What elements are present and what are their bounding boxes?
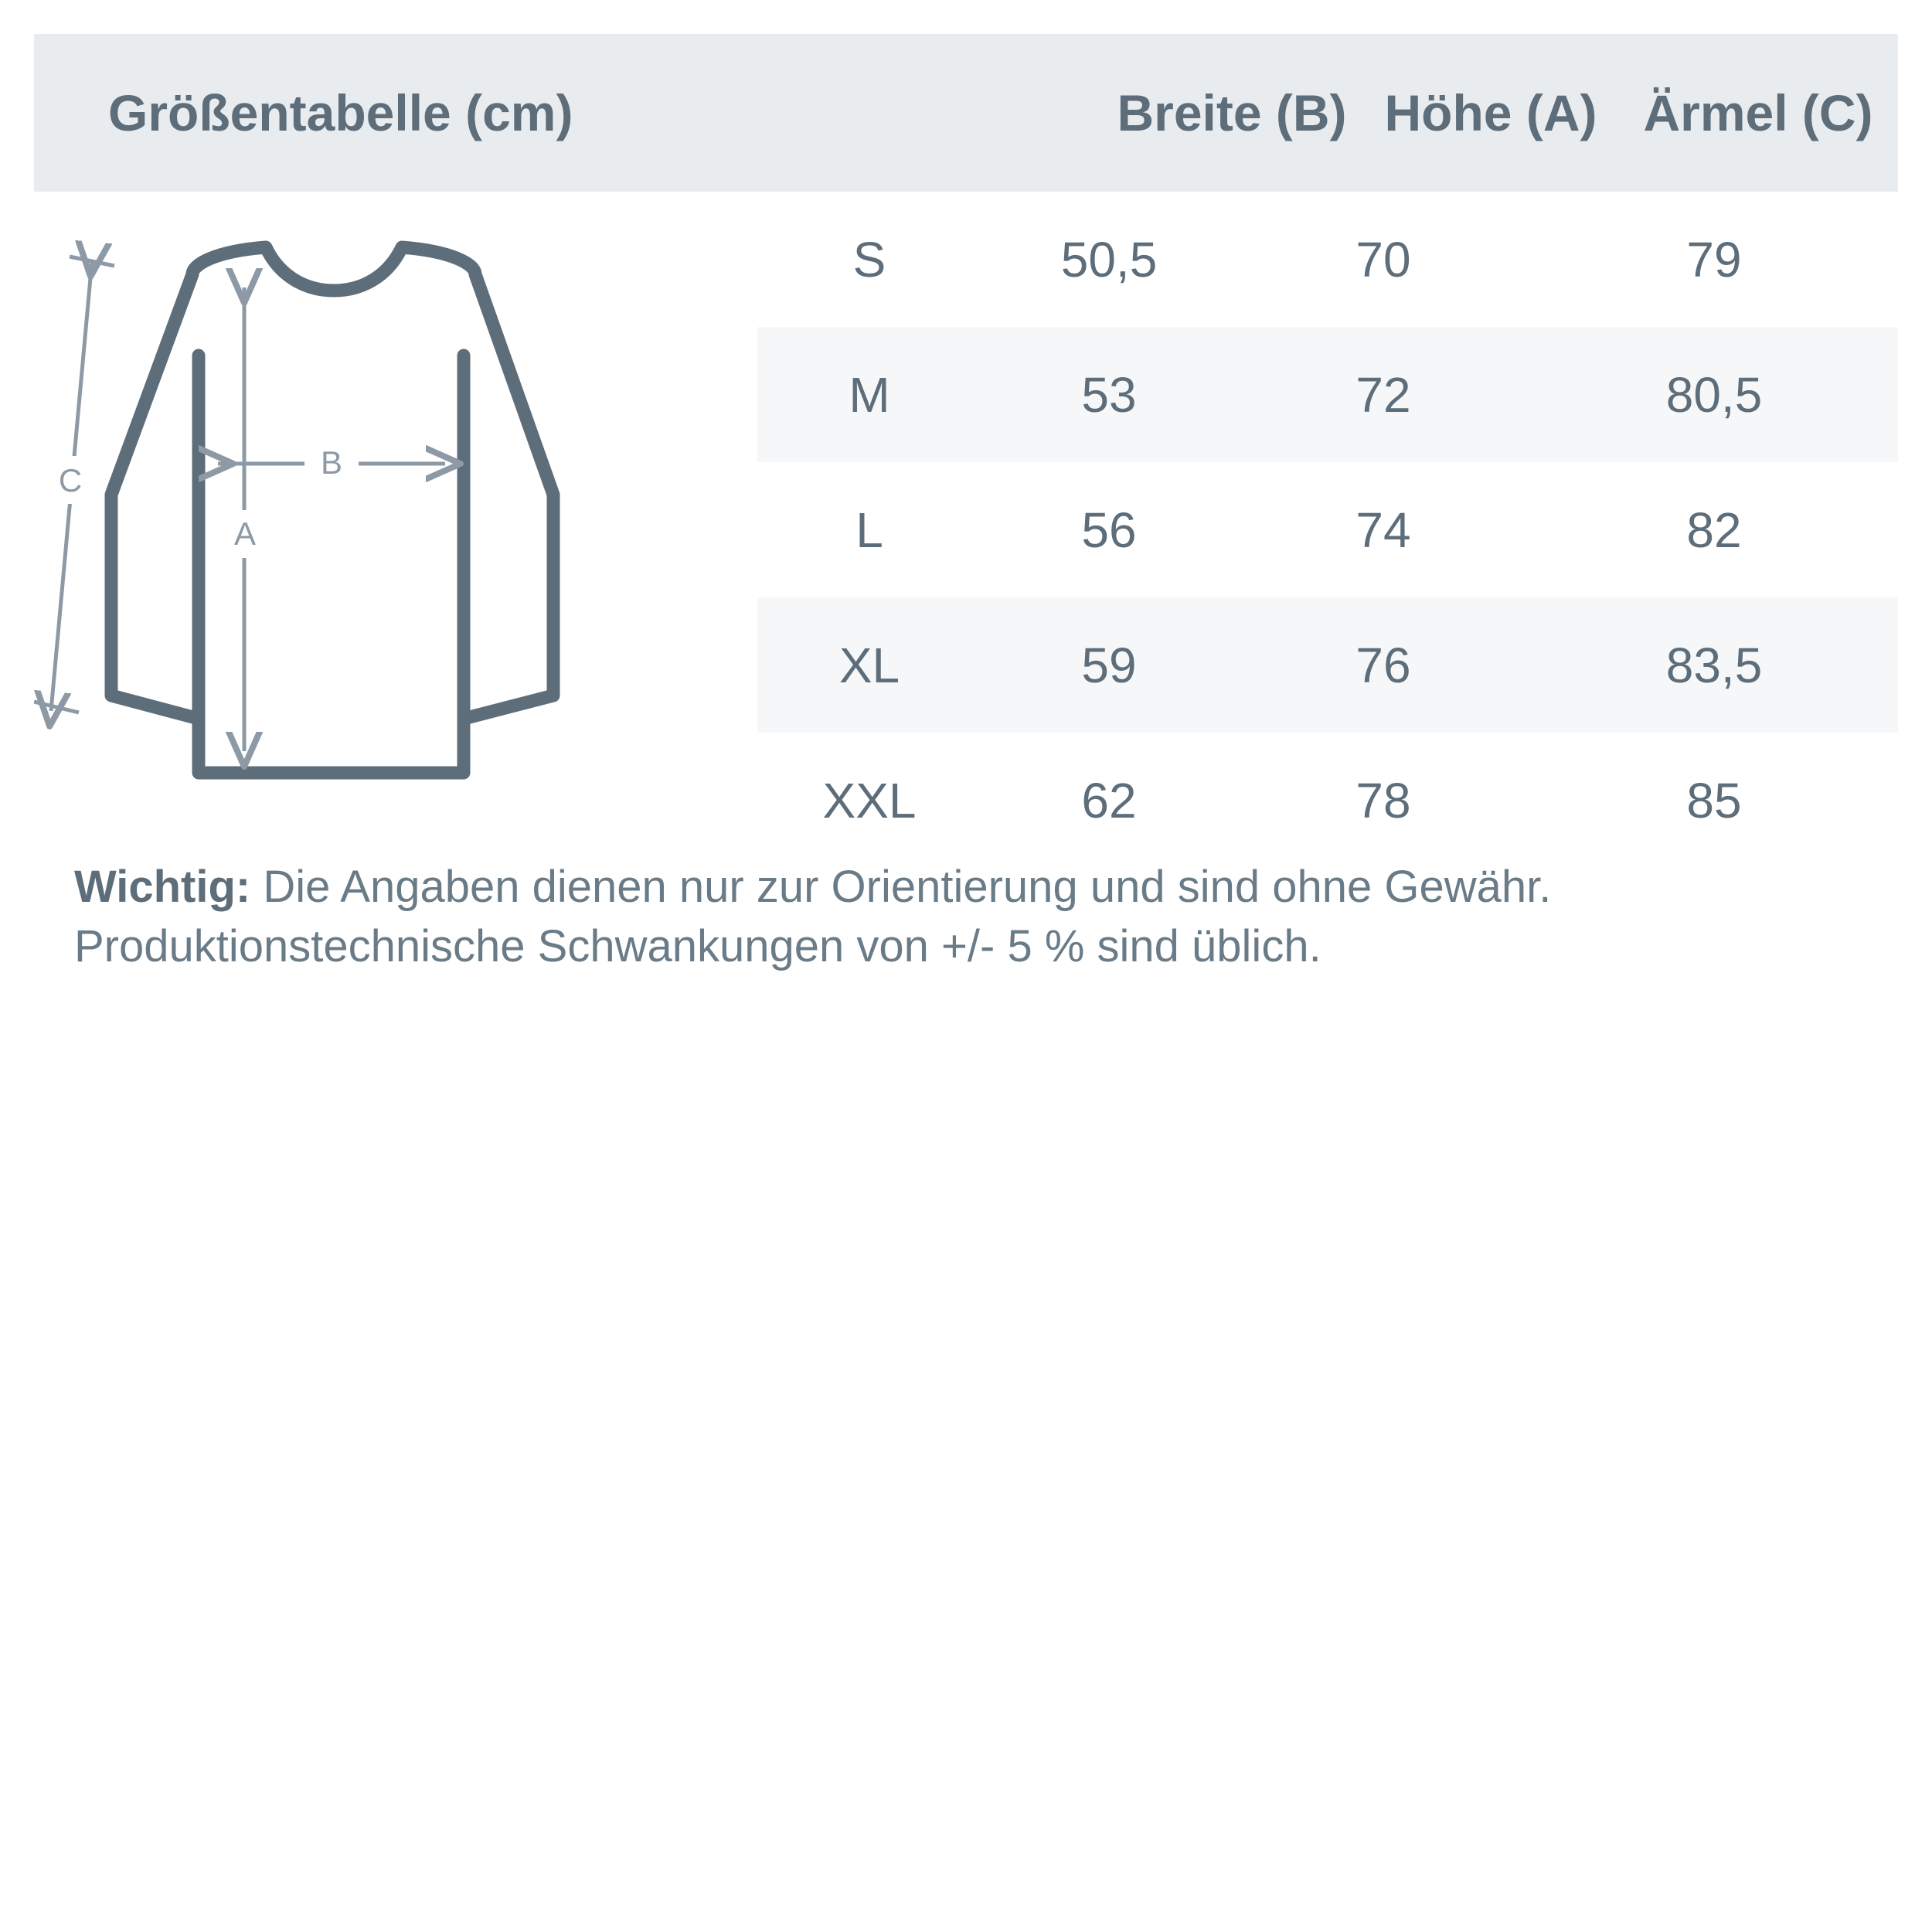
label-height: A [233, 515, 257, 552]
table-row [757, 462, 1898, 597]
garment-outline [111, 247, 553, 773]
cell-hoehe: 76 [1355, 637, 1411, 693]
cell-hoehe: 74 [1355, 502, 1411, 558]
disclaimer-note [74, 858, 1875, 976]
cell-breite: 56 [1081, 502, 1137, 558]
disclaimer-text: Die Angaben dienen nur zur Orientierung und sind ohne Gewähr. Produktionstechnische Schwankungen von +/- 5 % sind üblich. [74, 862, 1552, 971]
cell-breite: 50,5 [1060, 231, 1158, 287]
cell-hoehe: 70 [1355, 231, 1411, 287]
label-width: B [320, 444, 343, 481]
cell-size: L [855, 502, 883, 558]
size-table-body [757, 192, 1898, 868]
column-header-breite: Breite (B) [1117, 84, 1347, 141]
cell-size: XL [838, 637, 900, 693]
cell-aermel: 82 [1686, 502, 1742, 558]
cell-hoehe: 72 [1355, 366, 1411, 423]
cell-breite: 59 [1081, 637, 1137, 693]
table-row [757, 597, 1898, 733]
table-row [757, 327, 1898, 462]
column-header-hoehe: Höhe (A) [1384, 84, 1597, 141]
table-header-band [34, 34, 1898, 192]
cell-breite: 53 [1081, 366, 1137, 423]
cell-size: S [852, 231, 886, 287]
label-sleeve: C [58, 462, 83, 498]
cell-aermel: 85 [1686, 772, 1742, 828]
cell-size: M [849, 366, 890, 423]
sweatshirt-diagram [34, 232, 753, 819]
cell-hoehe: 78 [1355, 772, 1411, 828]
cell-aermel: 83,5 [1665, 637, 1763, 693]
disclaimer-lead: Wichtig: [74, 862, 251, 912]
cell-aermel: 79 [1686, 231, 1742, 287]
table-row [757, 733, 1898, 868]
table-column-headers [946, 34, 1898, 192]
cell-size: XXL [822, 772, 917, 828]
page-title: Größentabelle (cm) [108, 84, 573, 141]
table-row [757, 192, 1898, 327]
cell-breite: 62 [1081, 772, 1137, 828]
column-header-aermel: Ärmel (C) [1643, 84, 1873, 141]
cell-aermel: 80,5 [1665, 366, 1763, 423]
